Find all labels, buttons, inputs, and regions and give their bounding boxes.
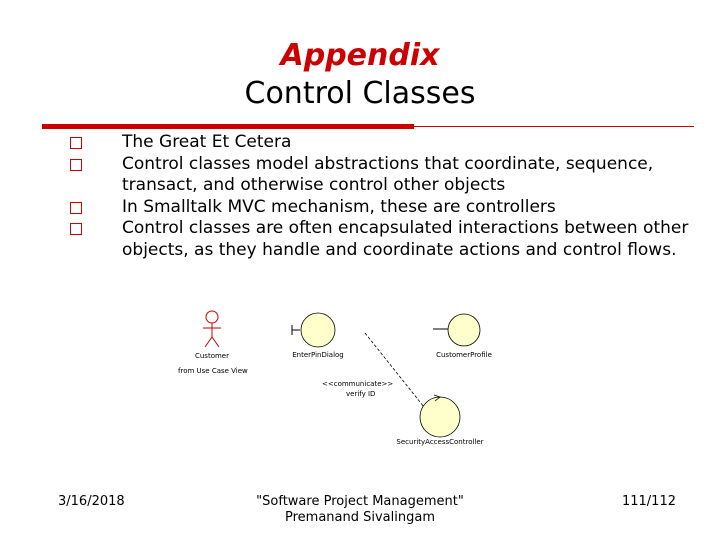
- footer-center: [190, 494, 530, 526]
- title-rule-thin: [414, 126, 694, 127]
- bullet-text: Control classes are often encapsulated interactions between other objects, as they handle and coordinate actions and control flows.: [122, 218, 689, 260]
- square-bullet-icon: [70, 202, 82, 214]
- boundary-class-icon: [292, 313, 335, 347]
- entity-class-icon: [433, 314, 480, 346]
- dependency-label-verify-id: verify ID: [346, 390, 376, 398]
- class-label-customer-profile: CustomerProfile: [436, 351, 492, 359]
- footer-course-title: "Software Project Management": [256, 494, 464, 509]
- bullet-list: [62, 132, 702, 261]
- bullet-item: [62, 132, 702, 154]
- bullet-item: [62, 197, 702, 219]
- bullet-item: [62, 218, 702, 261]
- footer-author: Premanand Sivalingam: [285, 510, 435, 525]
- actor-note: from Use Case View: [178, 367, 248, 375]
- footer-page-number: 111/112: [621, 494, 676, 509]
- dependency-label-communicate: <<communicate>>: [322, 380, 394, 388]
- bullet-text: In Smalltalk MVC mechanism, these are controllers: [122, 196, 556, 217]
- bullet-text: Control classes model abstractions that coordinate, sequence, transact, and otherwise control other objects: [122, 153, 654, 195]
- actor-label: Customer: [194, 352, 230, 360]
- control-class-icon: [420, 395, 460, 437]
- title-rule-thick: [42, 124, 414, 129]
- class-label-security-access-controller: SecurityAccessController: [396, 438, 484, 446]
- bullet-text: The Great Et Cetera: [122, 132, 292, 152]
- uml-diagram: [170, 305, 530, 450]
- footer-date: 3/16/2018: [58, 494, 125, 509]
- bullet-item: [62, 154, 702, 197]
- title-appendix: Appendix: [280, 38, 440, 73]
- actor-customer-icon: [203, 311, 221, 347]
- square-bullet-icon: [70, 223, 82, 235]
- dependency-arrow: [365, 333, 432, 417]
- square-bullet-icon: [70, 159, 82, 171]
- slide-title: [0, 38, 720, 114]
- square-bullet-icon: [70, 137, 82, 149]
- class-label-enter-pin-dialog: EnterPinDialog: [292, 351, 344, 359]
- title-control-classes: Control Classes: [244, 76, 476, 111]
